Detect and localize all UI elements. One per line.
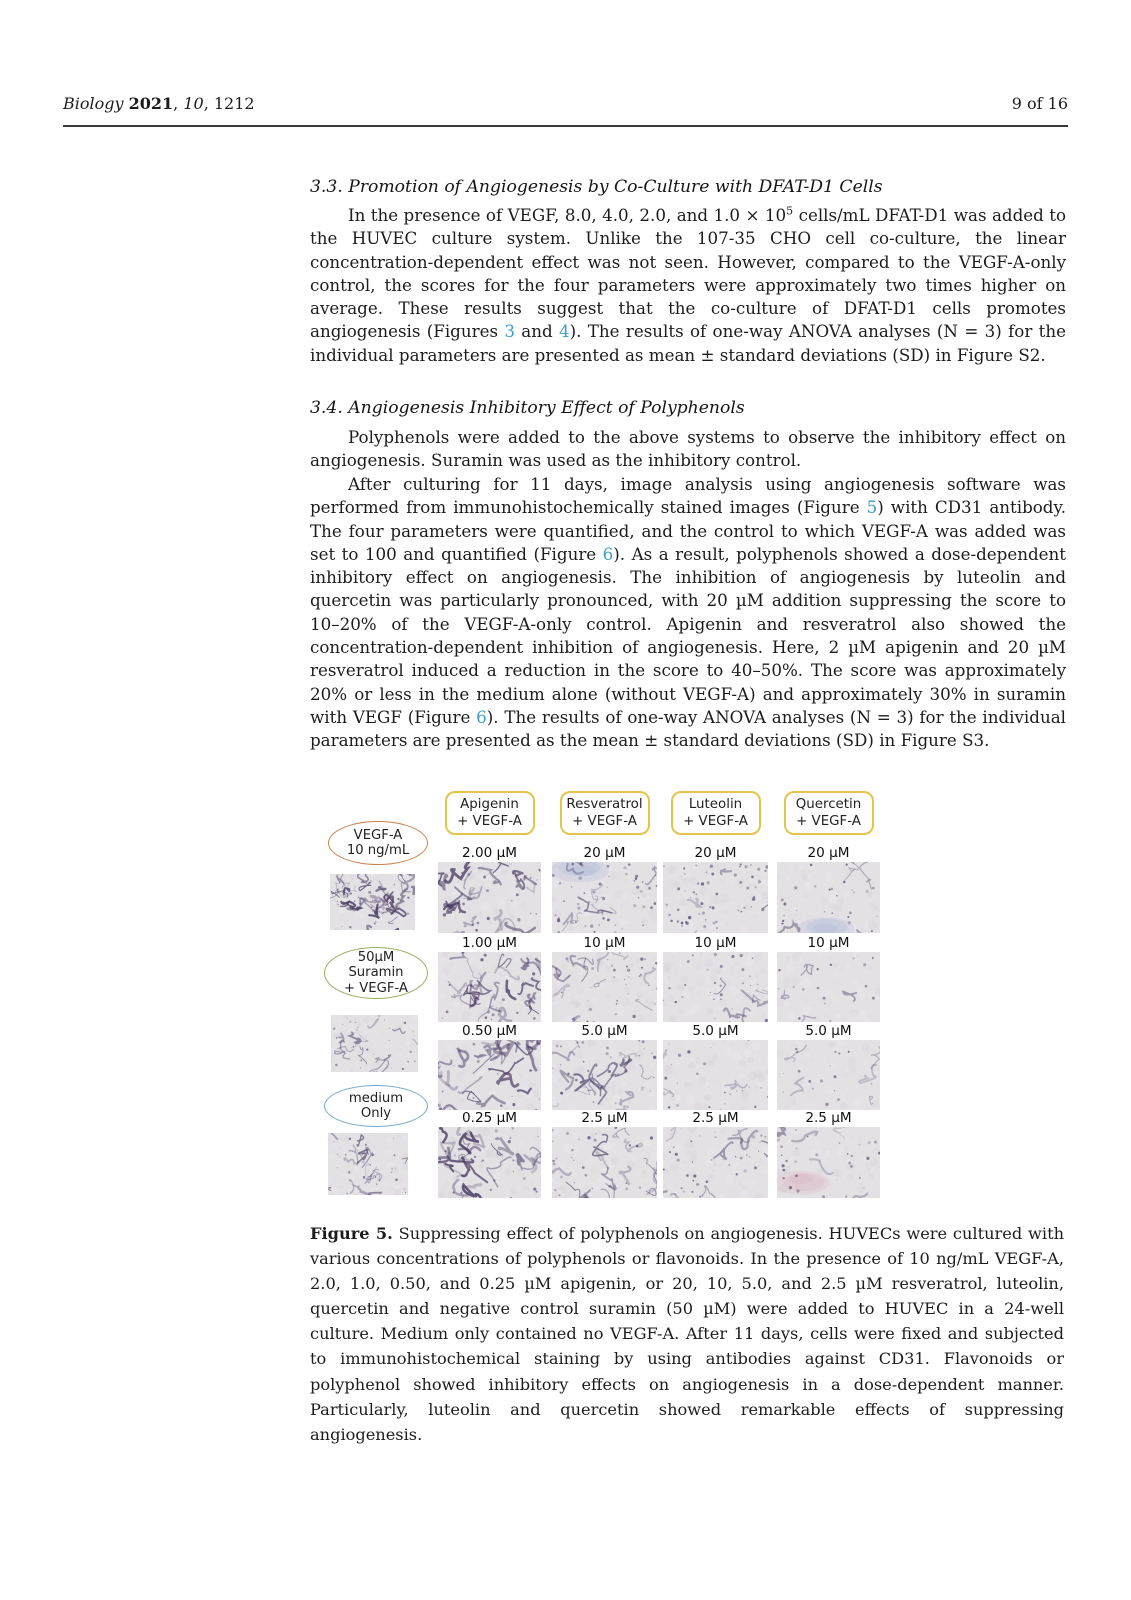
micrograph-resveratrol-row2 [552, 952, 657, 1022]
condition-label-line: Only [360, 1106, 392, 1121]
dose-label: 20 µM [583, 845, 626, 861]
column-header-line: + VEGF-A [796, 814, 861, 829]
micrograph-apigenin-row3 [438, 1040, 541, 1110]
dose-label: 1.00 µM [462, 935, 517, 951]
dose-label: 2.5 µM [581, 1110, 628, 1126]
condition-label-line: VEGF-A [353, 827, 403, 843]
column-header-line: + VEGF-A [457, 814, 522, 829]
dose-label: 2.5 µM [805, 1110, 852, 1126]
figure-reference-link[interactable]: 3 [504, 321, 515, 342]
condition-label-line: + VEGF-A [344, 980, 408, 996]
dose-label: 2.00 µM [462, 845, 517, 861]
dose-label: 5.0 µM [692, 1023, 739, 1039]
micrograph-quercetin-row3 [777, 1040, 880, 1110]
dose-label: 20 µM [694, 845, 737, 861]
figure-reference-link[interactable]: 6 [476, 706, 487, 727]
column-header-line: Apigenin [460, 797, 519, 812]
column-header-line: + VEGF-A [572, 814, 637, 829]
micrograph-resveratrol-row4 [552, 1127, 657, 1198]
condition-label-line: 10 ng/mL [346, 843, 410, 858]
condition-oval-0 [328, 821, 428, 865]
micrograph-quercetin-row4 [777, 1127, 880, 1198]
text-segment: cells/mL DFAT-D1 was added to the HUVEC culture system. Unlike the 107-35 CHO cell co-culture, the linear concentration-dependent effect was not seen. However, compared to the VEGF-A-only control, the scores for the four parameters were approximately two times higher on average. These results suggest that the co-culture of DFAT-D1 cells promotes angiogenesis (Figures [310, 205, 1067, 342]
text-segment: , [173, 94, 184, 113]
paragraph-3-4-a [310, 426, 1066, 473]
text-segment: In the presence of VEGF, 8.0, 4.0, 2.0, and 1.0 × 10 [348, 205, 787, 225]
condition-oval-2 [324, 1085, 428, 1127]
dose-label: 2.5 µM [692, 1110, 739, 1126]
micrograph-luteolin-row1 [663, 862, 768, 933]
column-header-line: Resveratrol [566, 797, 643, 812]
text-segment: Biology [63, 94, 124, 113]
paragraph-3-3 [310, 204, 1066, 367]
micrograph-resveratrol-row3 [552, 1040, 657, 1110]
text-segment: Suppressing effect of polyphenols on angiogenesis. HUVECs were cultured with various concentrations of polyphenols or flavonoids. In the presence of 10 ng/mL VEGF-A, 2.0, 1.0, 0.50, and 0.25 µM apigenin, or 20, 10, 5.0, and 2.5 µM resveratrol, luteolin, quercetin and negative control suramin (50 µM) were added to HUVEC in a 24-well culture. Medium only contained no VEGF-A. After 11 days, cells were fixed and subjected to immunohistochemical staining by using antibodies against CD31. Flavonoids or polyphenol showed inhibitory effects on angiogenesis in a dose-dependent manner. Particularly, luteolin and quercetin showed remarkable effects of suppressing angiogenesis. [310, 1224, 1064, 1444]
micrograph-apigenin-row4 [438, 1127, 541, 1198]
text-segment: ). The results of one-way ANOVA analyses (N = 3) for the individual parameters are presented as the mean ± standard deviations (SD) in Figure S3. [310, 706, 1066, 751]
micrograph-control-1 [331, 1015, 418, 1072]
condition-label-line: Suramin [348, 965, 404, 981]
text-segment: ) with CD31 antibody. The four parameters were quantified, and the control to which VEGF-A was added was set to 100 and quantified (Figure [310, 497, 1066, 564]
section-heading-3-4: 3.4. Angiogenesis Inhibitory Effect of Polyphenols [310, 398, 745, 418]
dose-label: 10 µM [694, 935, 737, 951]
text-segment: 2021 [128, 94, 174, 113]
dose-label: 0.25 µM [462, 1110, 517, 1126]
micrograph-control-0 [330, 874, 415, 930]
dose-label: 20 µM [807, 845, 850, 861]
figure-5 [310, 775, 882, 1203]
column-header-line: Luteolin [688, 797, 743, 812]
micrograph-apigenin-row1 [438, 862, 541, 933]
dose-label: 5.0 µM [581, 1023, 628, 1039]
dose-label: 10 µM [807, 935, 850, 951]
page-number: 9 of 16 [1011, 94, 1068, 113]
column-header-line: Quercetin [795, 797, 862, 812]
column-header-resveratrol [560, 791, 650, 835]
condition-label-line: medium [348, 1090, 404, 1106]
dose-label: 10 µM [583, 935, 626, 951]
figure-reference-link[interactable]: 5 [866, 497, 878, 518]
column-header-luteolin [671, 791, 761, 835]
header-divider [63, 125, 1068, 127]
micrograph-luteolin-row2 [663, 952, 768, 1022]
text-segment: 10 [183, 94, 204, 113]
micrograph-luteolin-row3 [663, 1040, 768, 1110]
condition-label-line: 50µM [357, 949, 395, 965]
figure-reference-link[interactable]: 6 [602, 543, 614, 564]
column-header-apigenin [445, 791, 535, 835]
column-header-quercetin [784, 791, 874, 835]
micrograph-luteolin-row4 [663, 1127, 768, 1198]
column-header-line: + VEGF-A [683, 814, 748, 829]
text-segment: After culturing for 11 days, image analysis using angiogenesis software was performed from immunohistochemically stained images (Figure [310, 474, 1066, 518]
condition-oval-1 [324, 947, 428, 999]
text-segment: Figure 5. [310, 1224, 393, 1243]
text-segment: ). The results of one-way ANOVA analyses (N = 3) for the individual parameters are presented as mean ± standard deviations (SD) in Figure S2. [310, 321, 1066, 365]
micrograph-control-2 [328, 1133, 408, 1195]
micrograph-apigenin-row2 [438, 952, 541, 1022]
paragraph-3-4-b [310, 473, 1066, 753]
micrograph-quercetin-row2 [777, 952, 880, 1022]
text-segment: and [514, 321, 560, 342]
micrograph-resveratrol-row1 [552, 862, 657, 933]
dose-label: 0.50 µM [462, 1023, 517, 1039]
text-segment: , 1212 [203, 94, 255, 113]
dose-label: 5.0 µM [805, 1023, 852, 1039]
figure-5-caption [310, 1221, 1064, 1447]
text-segment: Polyphenols were added to the above systems to observe the inhibitory effect on angiogenesis. Suramin was used as the inhibitory control. [310, 427, 1066, 471]
section-heading-3-3: 3.3. Promotion of Angiogenesis by Co-Culture with DFAT-D1 Cells [310, 177, 883, 197]
journal-reference [63, 94, 255, 113]
text-segment: 5 [786, 204, 794, 218]
micrograph-quercetin-row1 [777, 862, 880, 933]
text-segment: ). As a result, polyphenols showed a dose-dependent inhibitory effect on angiogenesis. The inhibition of angiogenesis by luteolin and quercetin was particularly pronounced, with 20 µM addition suppressing the score to 10–20% of the VEGF-A-only control. Apigenin and resveratrol also showed the concentration-dependent inhibition of angiogenesis. Here, 2 µM apigenin and 20 µM resveratrol induced a reduction in the score to 40–50%. The score was approximately 20% or less in the medium alone (without VEGF-A) and approximately 30% in suramin with VEGF (Figure [310, 543, 1066, 727]
figure-reference-link[interactable]: 4 [559, 321, 570, 342]
